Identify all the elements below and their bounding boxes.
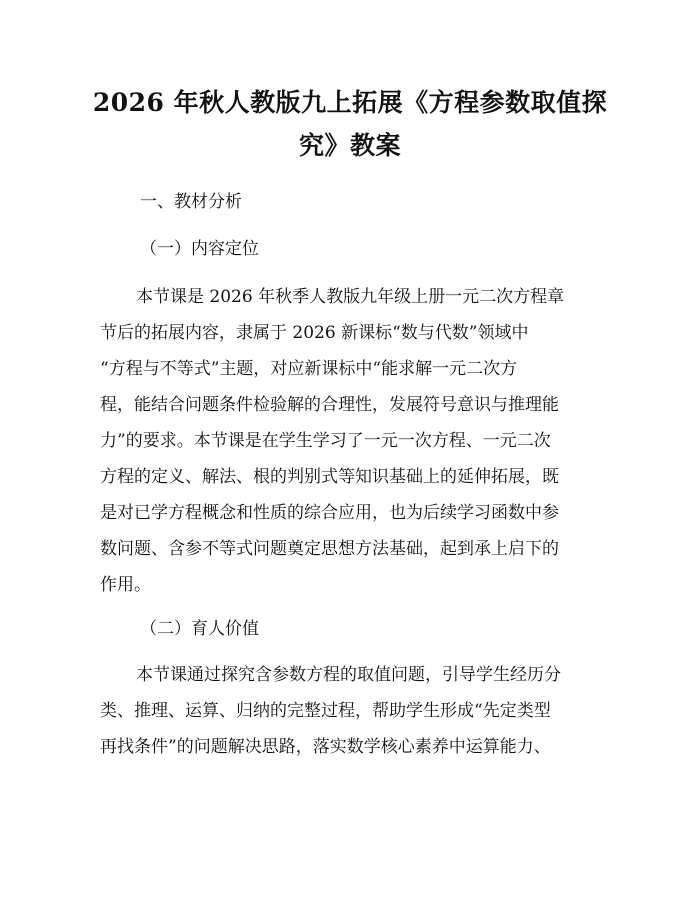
paragraph-line: 数问题、含参不等式问题奠定思想方法基础，起到承上启下的 [100, 539, 559, 559]
paragraph-line: 方程的定义、解法、根的判别式等知识基础上的延伸拓展，既 [100, 467, 559, 487]
paragraph-line: 作用。 [100, 575, 151, 595]
paragraph-line: 本节课通过探究含参数方程的取值问题，引导学生经历分 [136, 665, 561, 685]
subsection-heading-content-positioning: （一）内容定位 [140, 239, 259, 259]
paragraph-line: 节后的拓展内容，隶属于 2026 新课标“数与代数”领域中 [100, 323, 529, 343]
paragraph-line: 本节课是 2026 年秋季人教版九年级上册一元二次方程章 [136, 287, 565, 307]
paragraph-line: 类、推理、运算、归纳的完整过程，帮助学生形成“先定类型 [100, 701, 551, 721]
paragraph-line: 程，能结合问题条件检验解的合理性，发展符号意识与推理能 [100, 395, 559, 415]
paragraph-line: 力”的要求。本节课是在学生学习了一元一次方程、一元二次 [100, 431, 551, 451]
paragraph-educational-value [100, 657, 610, 765]
paragraph-line: 再找条件”的问题解决思路，落实数学核心素养中运算能力、 [100, 737, 551, 757]
document-title-line-2: 究》教案 [298, 131, 401, 160]
paragraph-line: “方程与不等式”主题，对应新课标中“能求解一元二次方 [100, 359, 518, 379]
paragraph-content-positioning [100, 279, 610, 603]
document-title-line-1: 2026 年秋人教版九上拓展《方程参数取值探 [92, 88, 608, 117]
paragraph-line: 是对已学方程概念和性质的综合应用，也为后续学习函数中参 [100, 503, 559, 523]
section-heading-materials-analysis: 一、教材分析 [140, 192, 242, 212]
subsection-heading-educational-value: （二）育人价值 [140, 619, 259, 639]
